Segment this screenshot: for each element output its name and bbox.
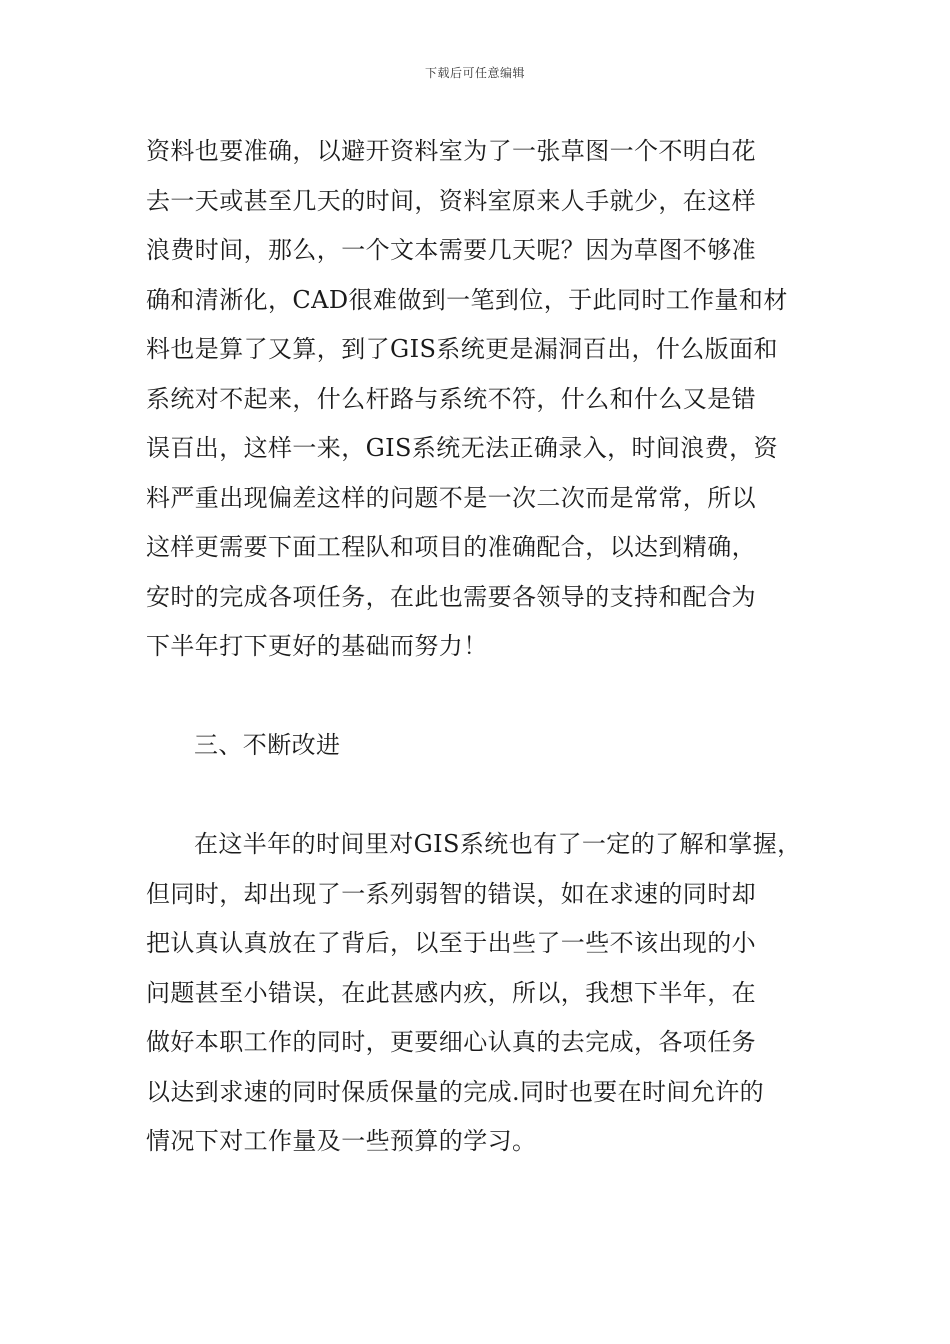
page-header: 下载后可任意编辑	[424, 66, 525, 80]
paragraph-line: 下半年打下更好的基础而努力！	[146, 632, 488, 660]
paragraph-line: 确和清淅化，CAD很难做到一笔到位，于此同时工作量和材	[146, 286, 788, 314]
paragraph-line: 但同时，却出现了一系列弱智的错误，如在求速的同时却	[146, 880, 756, 908]
paragraph-line: 系统对不起来，什么杆路与系统不符，什么和什么又是错	[146, 385, 756, 413]
paragraph-line: 料严重出现偏差这样的问题不是一次二次而是常常，所以	[146, 484, 756, 512]
paragraph-line: 资料也要准确，以避开资料室为了一张草图一个不明白花	[146, 137, 756, 165]
paragraph-line: 情况下对工作量及一些预算的学习。	[146, 1127, 537, 1155]
paragraph-line: 安时的完成各项任务，在此也需要各领导的支持和配合为	[146, 583, 756, 611]
paragraph-line: 浪费时间，那么，一个文本需要几天呢？因为草图不够准	[146, 236, 756, 264]
section-heading: 三、不断改进	[194, 731, 341, 759]
paragraph-line: 做好本职工作的同时，更要细心认真的去完成，各项任务	[146, 1028, 756, 1056]
paragraph-line: 把认真认真放在了背后，以至于出些了一些不该出现的小	[146, 929, 756, 957]
paragraph-line: 在这半年的时间里对GIS系统也有了一定的了解和掌握，	[194, 830, 802, 858]
paragraph-line: 问题甚至小错误，在此甚感内疚，所以，我想下半年，在	[146, 979, 756, 1007]
paragraph-line: 去一天或甚至几天的时间，资料室原来人手就少，在这样	[146, 187, 756, 215]
paragraph-line: 误百出，这样一来，GIS系统无法正确录入，时间浪费，资	[146, 434, 778, 462]
paragraph-line: 以达到求速的同时保质保量的完成.同时也要在时间允许的	[146, 1078, 765, 1106]
paragraph-line: 料也是算了又算，到了GIS系统更是漏洞百出，什么版面和	[146, 335, 778, 363]
paragraph-line: 这样更需要下面工程队和项目的准确配合，以达到精确，	[146, 533, 756, 561]
